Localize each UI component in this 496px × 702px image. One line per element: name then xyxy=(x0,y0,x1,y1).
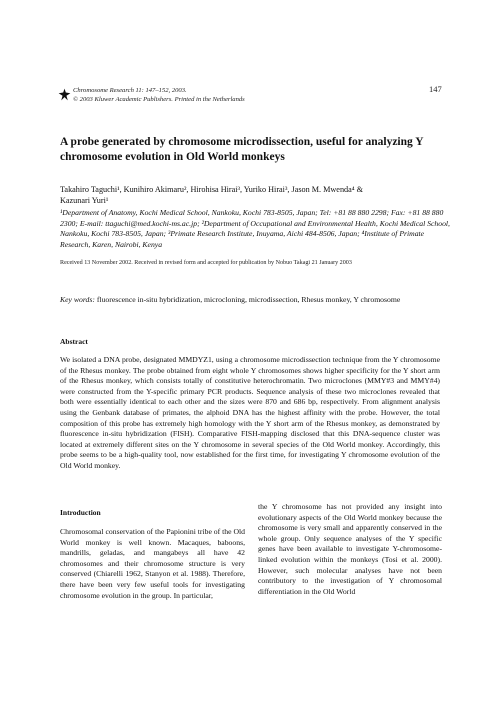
journal-citation xyxy=(73,86,245,104)
paper-title: A probe generated by chromosome microdissection, useful for analyzing Y chromosome evolution in Old World monkeys xyxy=(60,136,424,163)
author-line-1: Takahiro Taguchi¹, Kunihiro Akimaru², Hirohisa Hirai³, Yuriko Hirai³, Jason M. Mwenda⁴ & xyxy=(60,185,364,194)
journal-line-1: Chromosome Research 11: 147–152, 2003. xyxy=(73,87,187,94)
received-dates: Received 13 November 2002. Received in revised form and accepted for publication by Nobuo Takagi 21 January 2003 xyxy=(60,260,352,266)
keywords-label: Key words: xyxy=(60,295,95,304)
abstract-heading: Abstract xyxy=(60,337,88,346)
author-list xyxy=(60,184,440,206)
journal-line-2: © 2003 Kluwer Academic Publishers. Printed in the Netherlands xyxy=(73,96,245,103)
introduction-column-2: the Y chromosome has not provided any insight into evolutionary aspects of the Old World monkey because the chromosome is very small and apparently conserved in the whole group. Only sequence analyses of the Y specific genes have been available to investigate Y-chromosome-linked evolution within the monkeys (Tosi et al. 2000). However, such molecular analyses have not been contributory to the investigation of Y chromosomal differentiation in the Old World xyxy=(258,502,442,596)
affiliations: ¹Department of Anatomy, Kochi Medical School, Nankoku, Kochi 783-8505, Japan; Tel: +81 88 880 2298; Fax: +81 88 880 2300; E-mail: ttaguchi@med.kochi-ms.ac.jp; ²Department of Occupational and Environmental Health, Kochi Medical School, Nankoku, Kochi 783-8505, Japan; ³Primate Research Institute, Inuyama, Aichi 484-8506, Japan; ⁴Institute of Primate Research, Karen, Nairobi, Kenya xyxy=(60,208,450,249)
page-number: 147 xyxy=(429,84,442,94)
introduction-column-1: Chromosomal conservation of the Papionini tribe of the Old World monkey is well known. Macaques, baboons, mandrills, geladas, and mangabeys all have 42 chromosomes and their chromosome structure is very conserved (Chiarelli 1962, Stanyon et al. 1988). Therefore, there have been very few useful tools for investigating chromosome evolution in the group. In particular, xyxy=(60,527,245,600)
author-line-2: Kazunari Yuri¹ xyxy=(60,196,109,205)
keywords-text: fluorescence in-situ hybridization, microcloning, microdissection, Rhesus monkey, Y chromosome xyxy=(96,295,401,304)
keywords xyxy=(60,295,440,306)
introduction-heading: Introduction xyxy=(60,508,101,517)
publisher-logo-icon xyxy=(58,88,71,101)
abstract-text: We isolated a DNA probe, designated MMDYZ1, using a chromosome microdissection technique from the Y chromosome of the Rhesus monkey. The probe obtained from eight whole Y chromosomes shows higher specificity for the Y short arm of the Rhesus monkey, which consists totally of constitutive heterochromatin. Two microclones (MMY#3 and MMY#4) were constructed from the Y-specific primary PCR products. Sequence analysis of these two microclones revealed that both were essentially identical to each other and the sizes were 870 and 686 bp, respectively. From alignment analysis using the Genbank database of primates, the alphoid DNA has the highest affinity with the probe. However, the total composition of this probe has extremely high homology with the Y short arm of the Rhesus monkey, as demonstrated by fluorescence in-situ hybridization (FISH). Comparative FISH-mapping disclosed that this DNA-sequence cluster was located at extremely different sites on the Y chromosome in several species of the Old World monkey. Accordingly, this probe seems to be a high-quality tool, now established for the first time, for investigating Y chromosome evolution of the Old World monkey. xyxy=(60,355,440,470)
